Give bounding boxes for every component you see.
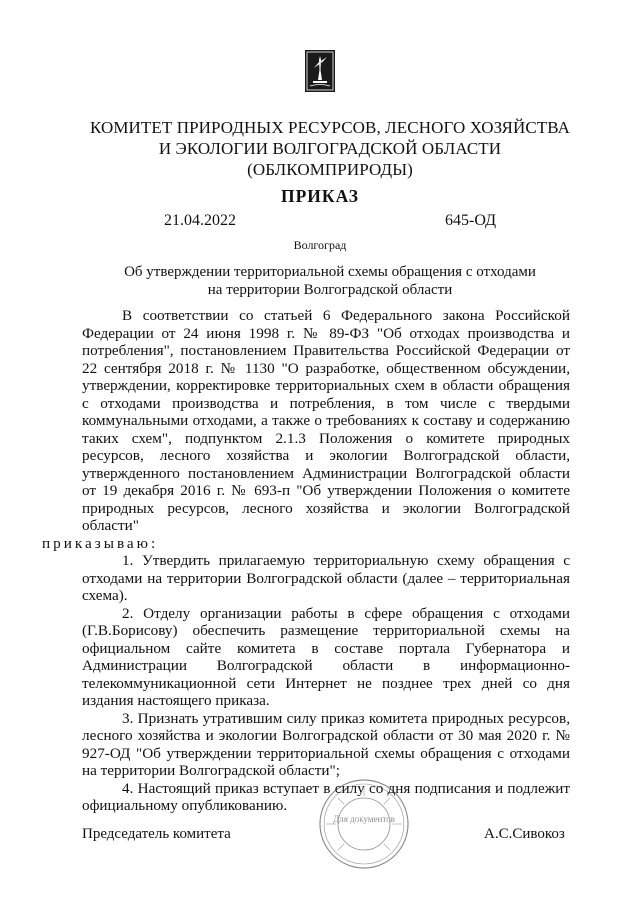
order-item-4: 4. Настоящий приказ вступает в силу со дня подписания и подлежит официальному опубликованию. — [82, 779, 570, 814]
organization-name — [60, 117, 600, 180]
subject-line-1: Об утверждении территориальной схемы обращения с отходами — [124, 264, 536, 280]
org-line-2: И ЭКОЛОГИИ ВОЛГОГРАДСКОЙ ОБЛАСТИ — [158, 139, 502, 158]
order-item-2: 2. Отделу организации работы в сфере обращения с отходами (Г.В.Борисову) обеспечить размещение территориальной схемы на официальном сайте комитета в составе портала Губернатора и Администрации Волгоградской области в информационно-телекоммуникационной сети Интернет не позднее трех дней со дня издания настоящего приказа. — [82, 604, 570, 709]
stamp-text: Для документов — [333, 814, 395, 824]
document-date: 21.04.2022 — [164, 212, 236, 229]
document-type: ПРИКАЗ — [280, 186, 360, 206]
org-line-3: (ОБЛКОМПРИРОДЫ) — [247, 160, 413, 179]
preamble-text: В соответствии со статьей 6 Федерального закона Российской Федерации от 24 июня 1998 г. № 89-ФЗ "Об отходах производства и потребления", постановлением Правительства Российской Федерации от 22 сентября 2018 г. № 1130 "О разработке, общественном обсуждении, утверждении, корректировке территориальных схем в области обращения с отходами производства и потребления, в том числе с твердыми коммунальными отходами, а также о требованиях к составу и содержанию таких схем", подпунктом 2.1.3 Положения о комитете природных ресурсов, лесного хозяйства и экологии Волгоградской области, утвержденного постановлением Администрации Волгоградской области от 19 декабря 2016 г. № 693-п "Об утверждении Положения о комитете природных ресурсов, лесного хозяйства и экологии Волгоградской области" — [82, 307, 570, 534]
document-subject — [60, 263, 600, 299]
order-item-1: 1. Утвердить прилагаемую территориальную схему обращения с отходами на территории Волгоградской области (далее – территориальная схема). — [82, 552, 570, 604]
signatory-title: Председатель комитета — [82, 826, 231, 842]
org-line-1: КОМИТЕТ ПРИРОДНЫХ РЕСУРСОВ, ЛЕСНОГО ХОЗЯЙСТВА — [89, 118, 571, 137]
volgograd-emblem-icon — [305, 50, 335, 92]
subject-line-2: на территории Волгоградской области — [207, 282, 453, 298]
document-body — [42, 307, 570, 815]
document-number: 645-ОД — [445, 212, 496, 229]
document-city: Волгоград — [293, 238, 347, 252]
round-seal-stamp-icon — [318, 778, 410, 870]
preamble-paragraph — [42, 307, 570, 552]
order-item-3: 3. Признать утратившим силу приказ комитета природных ресурсов, лесного хозяйства и экологии Волгоградской области от 30 мая 2020 г. № 927-ОД "Об утверждении территориальной схемы обращения с отходами на территории Волгоградской области"; — [82, 709, 570, 779]
signatory-name: А.С.Сивокоз — [484, 826, 565, 842]
order-word: приказываю: — [42, 534, 159, 552]
